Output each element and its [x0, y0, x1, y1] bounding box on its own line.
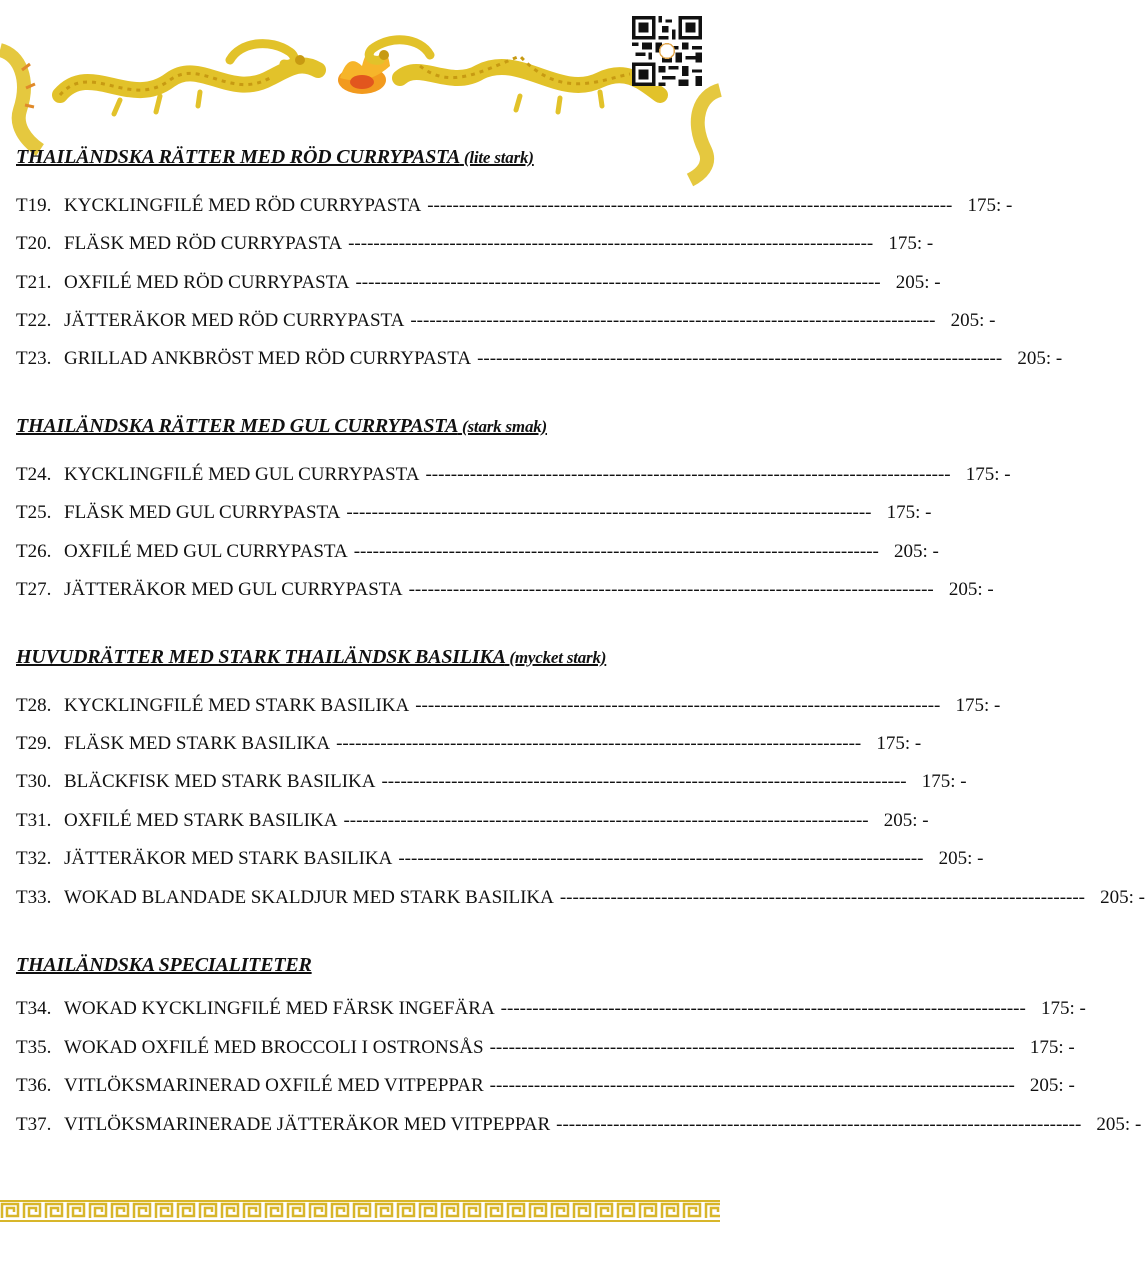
menu-item-t24: T24. KYCKLINGFILÉ MED GUL CURRYPASTA ----------------------------------------------------------------------------------- 175: - — [16, 464, 1011, 485]
menu-item-t33: T33. WOKAD BLANDADE SKALDJUR MED STARK BASILIKA ----------------------------------------------------------------------------------- 205: - — [16, 887, 1145, 908]
section-title: THAILÄNDSKA RÄTTER MED GUL CURRYPASTA (stark smak) — [16, 415, 548, 437]
golden-dragons-ornament-icon — [0, 0, 720, 135]
menu-item-t37: T37. VITLÖKSMARINERADE JÄTTERÄKOR MED VITPEPPAR ----------------------------------------------------------------------------------- 205: - — [16, 1114, 1142, 1135]
menu-item-t30: T30. BLÄCKFISK MED STARK BASILIKA ----------------------------------------------------------------------------------- 175: - — [16, 771, 967, 792]
qr-code-icon — [632, 16, 702, 86]
menu-item-t34: T34. WOKAD KYCKLINGFILÉ MED FÄRSK INGEFÄRA ----------------------------------------------------------------------------------- 175: - — [16, 998, 1086, 1019]
section-title: THAILÄNDSKA RÄTTER MED RÖD CURRYPASTA (lite stark) — [16, 146, 534, 168]
menu-item-t28: T28. KYCKLINGFILÉ MED STARK BASILIKA ----------------------------------------------------------------------------------- 175: - — [16, 695, 1001, 716]
menu-item-t19: T19. KYCKLINGFILÉ MED RÖD CURRYPASTA ----------------------------------------------------------------------------------- 175: - — [16, 195, 1013, 216]
menu-item-t21: T21. OXFILÉ MED RÖD CURRYPASTA ----------------------------------------------------------------------------------- 205: - — [16, 272, 941, 293]
menu-item-t20: T20. FLÄSK MED RÖD CURRYPASTA ----------------------------------------------------------------------------------- 175: - — [16, 233, 934, 254]
menu-item-t23: T23. GRILLAD ANKBRÖST MED RÖD CURRYPASTA ----------------------------------------------------------------------------------- 205: - — [16, 348, 1063, 369]
menu-item-t36: T36. VITLÖKSMARINERAD OXFILÉ MED VITPEPPAR ----------------------------------------------------------------------------------- 205: - — [16, 1075, 1075, 1096]
section-title: THAILÄNDSKA SPECIALITETER — [16, 954, 312, 976]
greek-key-border-icon — [0, 1200, 720, 1222]
menu-item-t27: T27. JÄTTERÄKOR MED GUL CURRYPASTA ----------------------------------------------------------------------------------- 205: - — [16, 579, 994, 600]
menu-item-t25: T25. FLÄSK MED GUL CURRYPASTA ----------------------------------------------------------------------------------- 175: - — [16, 502, 932, 523]
header-ornament — [0, 0, 720, 135]
menu-item-t32: T32. JÄTTERÄKOR MED STARK BASILIKA ----------------------------------------------------------------------------------- 205: - — [16, 848, 984, 869]
menu-item-t26: T26. OXFILÉ MED GUL CURRYPASTA ----------------------------------------------------------------------------------- 205: - — [16, 541, 939, 562]
section-title: HUVUDRÄTTER MED STARK THAILÄNDSK BASILIKA (mycket stark) — [16, 646, 607, 668]
menu-item-t31: T31. OXFILÉ MED STARK BASILIKA ----------------------------------------------------------------------------------- 205: - — [16, 810, 929, 831]
menu-item-t22: T22. JÄTTERÄKOR MED RÖD CURRYPASTA ----------------------------------------------------------------------------------- 205: - — [16, 310, 996, 331]
menu-item-t35: T35. WOKAD OXFILÉ MED BROCCOLI I OSTRONSÅS ----------------------------------------------------------------------------------- 175: - — [16, 1037, 1075, 1058]
menu-item-t29: T29. FLÄSK MED STARK BASILIKA ----------------------------------------------------------------------------------- 175: - — [16, 733, 922, 754]
